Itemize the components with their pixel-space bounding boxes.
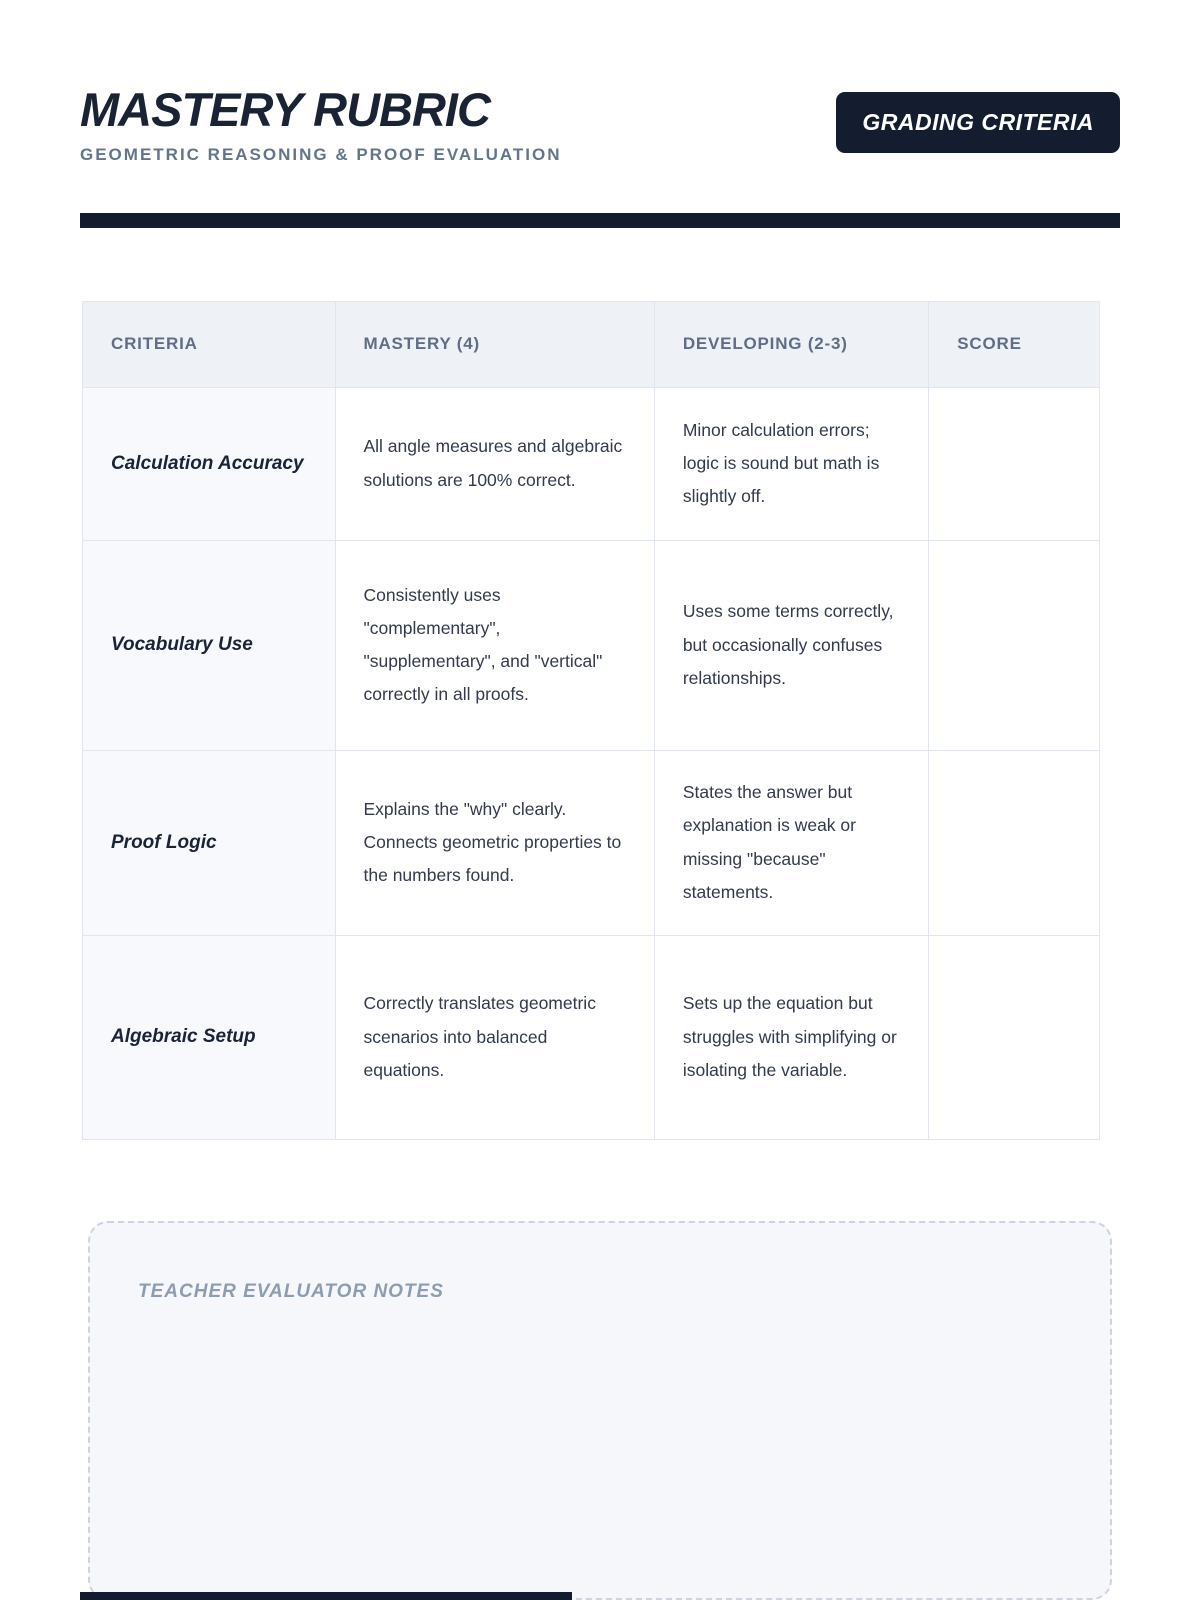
table-row: [83, 750, 1099, 935]
table-row: [83, 540, 1099, 750]
score-cell[interactable]: [929, 388, 1099, 540]
column-header-score: SCORE: [957, 334, 1022, 354]
score-cell[interactable]: [929, 936, 1099, 1139]
title-block: [80, 84, 562, 165]
table-row: [83, 935, 1099, 1139]
criteria-cell: Calculation Accuracy: [83, 388, 336, 540]
mastery-cell: Explains the "why" clearly. Connects geometric properties to the numbers found.: [336, 751, 655, 935]
page-header: [80, 84, 1120, 165]
developing-cell: States the answer but explanation is weak or missing "because" statements.: [655, 751, 929, 935]
table-header-row: [83, 302, 1099, 387]
mastery-cell: All angle measures and algebraic solutions are 100% correct.: [336, 388, 655, 540]
column-header-developing: DEVELOPING (2-3): [655, 302, 929, 387]
criteria-cell: Algebraic Setup: [83, 936, 336, 1139]
header-divider: [80, 213, 1120, 228]
score-cell[interactable]: [929, 541, 1099, 750]
developing-cell: Sets up the equation but struggles with simplifying or isolating the variable.: [655, 936, 929, 1139]
mastery-cell: Correctly translates geometric scenarios into balanced equations.: [336, 936, 655, 1139]
column-header-mastery: MASTERY (4): [336, 302, 655, 387]
cutoff-footer-bar: [80, 1592, 572, 1600]
table-row: [83, 387, 1099, 540]
grading-criteria-badge: GRADING CRITERIA: [836, 92, 1120, 153]
rubric-table: [82, 301, 1100, 1140]
mastery-cell: Consistently uses "complementary", "supplementary", and "vertical" correctly in all proofs.: [336, 541, 655, 750]
teacher-notes-area[interactable]: [88, 1221, 1112, 1600]
column-header-criteria: CRITERIA: [83, 302, 336, 387]
criteria-cell: Proof Logic: [83, 751, 336, 935]
developing-cell: Minor calculation errors; logic is sound but math is slightly off.: [655, 388, 929, 540]
teacher-notes-label: TEACHER EVALUATOR NOTES: [138, 1280, 444, 1302]
page-subtitle: GEOMETRIC REASONING & PROOF EVALUATION: [80, 144, 562, 164]
page-title: MASTERY RUBRIC: [80, 83, 490, 136]
criteria-cell: Vocabulary Use: [83, 541, 336, 750]
developing-cell: Uses some terms correctly, but occasionally confuses relationships.: [655, 541, 929, 750]
score-cell[interactable]: [929, 751, 1099, 935]
